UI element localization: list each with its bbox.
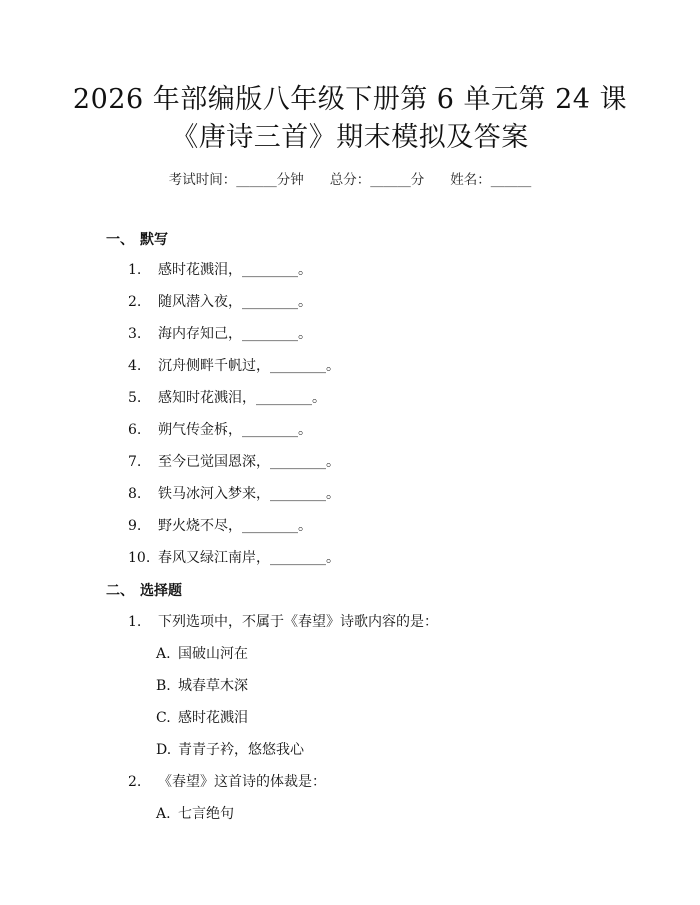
- list-item: 1. 感时花溅泪，________。: [128, 262, 312, 278]
- list-item: 8. 铁马冰河入梦来，________。: [128, 486, 340, 502]
- exam-total-score: 总分：______分: [329, 172, 425, 188]
- choice-option: D. 青青子衿，悠悠我心: [156, 742, 304, 758]
- exam-meta: [0, 168, 700, 188]
- list-item: 2. 随风潜入夜，________。: [128, 294, 312, 310]
- section-heading-dictation: [106, 229, 168, 249]
- question: 1. 下列选项中，不属于《春望》诗歌内容的是：: [128, 614, 438, 630]
- choice-option: C. 感时花溅泪: [156, 710, 248, 726]
- document-title-line1: 2026 年部编版八年级下册第 6 单元第 24 课: [72, 84, 628, 115]
- student-name: 姓名：______: [450, 172, 532, 188]
- section-number: 一、: [106, 232, 134, 248]
- list-item: 4. 沉舟侧畔千帆过，________。: [128, 358, 340, 374]
- list-item: 10. 春风又绿江南岸，________。: [128, 550, 340, 566]
- list-item: 7. 至今已觉国恩深，________。: [128, 454, 340, 470]
- question: 2. 《春望》这首诗的体裁是：: [128, 774, 326, 790]
- list-item: 5. 感知时花溅泪，________。: [128, 390, 326, 406]
- choice-option: B. 城春草木深: [156, 678, 248, 694]
- document-title-line2: 《唐诗三首》期末模拟及答案: [171, 122, 529, 153]
- list-item: 6. 朔气传金柝，________。: [128, 422, 312, 438]
- choice-option: A. 七言绝句: [156, 806, 234, 822]
- section-title: 默写: [140, 232, 168, 248]
- exam-time: 考试时间：______分钟: [168, 172, 304, 188]
- choice-option: A. 国破山河在: [156, 646, 248, 662]
- list-item: 9. 野火烧不尽，________。: [128, 518, 312, 534]
- list-item: 3. 海内存知己，________。: [128, 326, 312, 342]
- section-heading-multiple-choice: [106, 580, 182, 600]
- section-title: 选择题: [140, 583, 182, 599]
- section-number: 二、: [106, 583, 134, 599]
